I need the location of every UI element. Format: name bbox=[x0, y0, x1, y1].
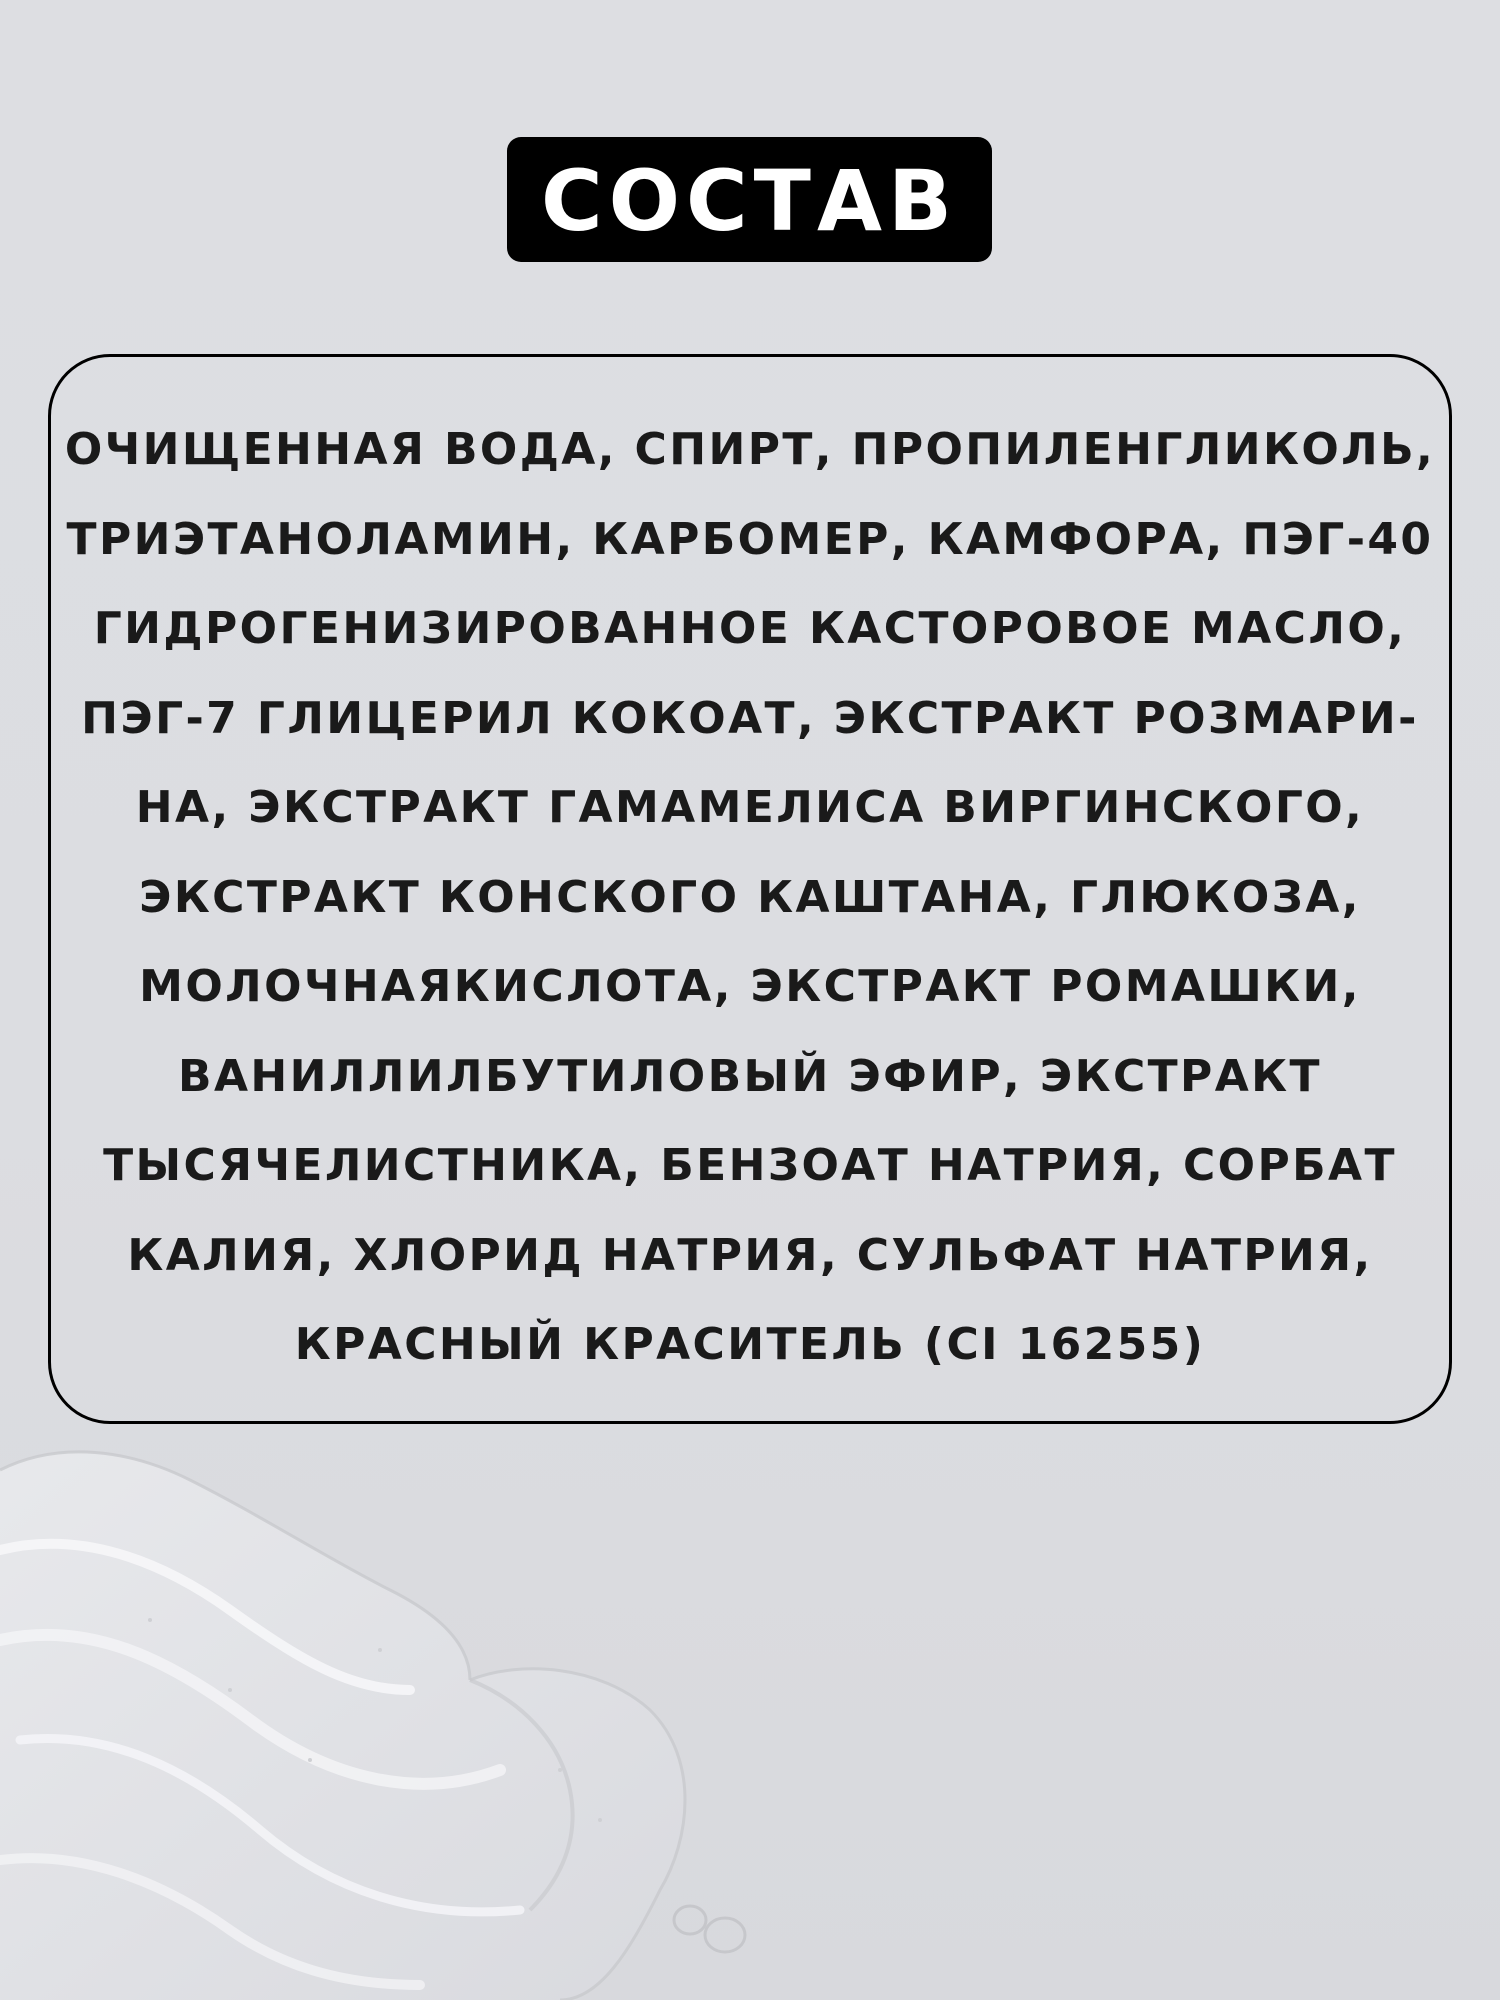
gel-texture-icon bbox=[0, 1440, 820, 2000]
ingredients-line: ЭКСТРАКТ КОНСКОГО КАШТАНА, ГЛЮКОЗА, bbox=[139, 871, 1361, 923]
ingredients-line: ВАНИЛЛИЛБУТИЛОВЫЙ ЭФИР, ЭКСТРАКТ bbox=[178, 1050, 1322, 1102]
page-title: СОСТАВ bbox=[540, 151, 959, 250]
ingredients-line: КАЛИЯ, ХЛОРИД НАТРИЯ, СУЛЬФАТ НАТРИЯ, bbox=[127, 1229, 1373, 1281]
title-badge bbox=[507, 137, 992, 262]
ingredients-line: ПЭГ-7 ГЛИЦЕРИЛ КОКОАТ, ЭКСТРАКТ РОЗМАРИ- bbox=[81, 692, 1419, 744]
ingredients-box bbox=[48, 354, 1452, 1424]
ingredients-list bbox=[51, 405, 1449, 1390]
ingredients-line: МОЛОЧНАЯКИСЛОТА, ЭКСТРАКТ РОМАШКИ, bbox=[139, 961, 1361, 1012]
ingredients-line: ТЫСЯЧЕЛИСТНИКА, БЕНЗОАТ НАТРИЯ, СОРБАТ bbox=[103, 1140, 1397, 1191]
ingredients-line: ГИДРОГЕНИЗИРОВАННОЕ КАСТОРОВОЕ МАСЛО, bbox=[93, 603, 1407, 654]
ingredients-line: ТРИЭТАНОЛАМИН, КАРБОМЕР, КАМФОРА, ПЭГ-40 bbox=[66, 513, 1434, 565]
ingredients-line: НА, ЭКСТРАКТ ГАМАМЕЛИСА ВИРГИНСКОГО, bbox=[135, 782, 1365, 833]
ingredients-line: КРАСНЫЙ КРАСИТЕЛЬ (CI 16255) bbox=[294, 1319, 1206, 1370]
ingredients-line: ОЧИЩЕННАЯ ВОДА, СПИРТ, ПРОПИЛЕНГЛИКОЛЬ, bbox=[64, 424, 1436, 475]
